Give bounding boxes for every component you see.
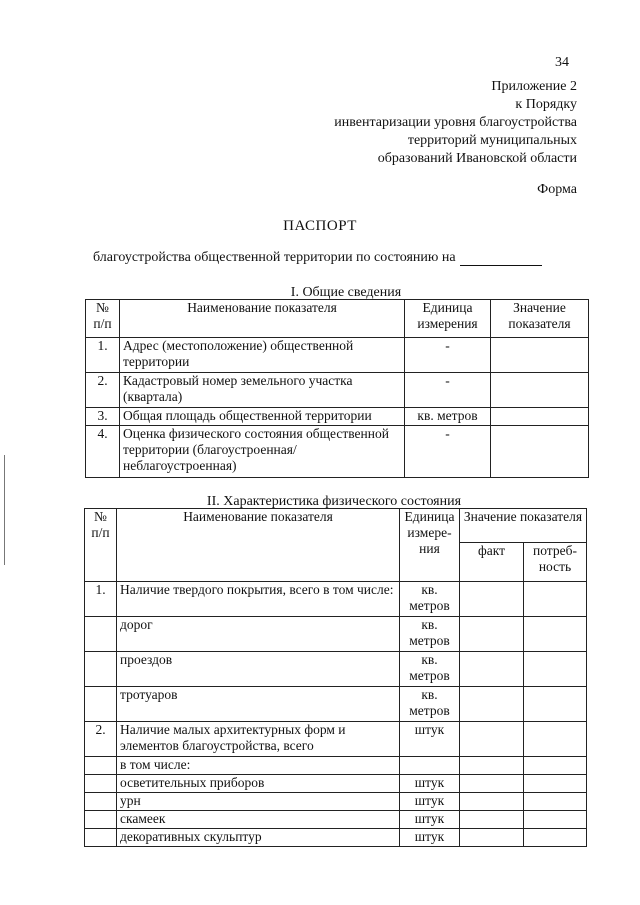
scan-artifact-line xyxy=(4,455,5,565)
row-value-cell xyxy=(491,338,589,373)
appendix-line: Приложение 2 xyxy=(491,79,577,94)
header-name: Наименование показателя xyxy=(120,300,405,338)
section2-title: II. Характеристика физического состояния xyxy=(206,494,462,509)
header-fact: факт xyxy=(460,543,524,582)
header-value: Значение показателя xyxy=(460,509,587,543)
header-unit: Единица измере-ния xyxy=(400,509,460,582)
row-name: дорог xyxy=(117,617,400,652)
table-row xyxy=(85,582,587,617)
header-name: Наименование показателя xyxy=(117,509,400,582)
row-fact-cell xyxy=(460,582,524,617)
table-row xyxy=(85,722,587,757)
row-need-cell xyxy=(524,617,587,652)
table-row xyxy=(86,338,589,373)
row-unit: кв. метров xyxy=(400,582,460,617)
row-name: Кадастровый номер земельного участка (квартала) xyxy=(120,373,405,408)
row-num xyxy=(85,829,117,847)
header-unit: Единица измерения xyxy=(405,300,491,338)
header-num: № п/п xyxy=(85,509,117,582)
section1-title: I. Общие сведения xyxy=(290,285,402,300)
row-name: осветительных приборов xyxy=(117,775,400,793)
row-unit: кв. метров xyxy=(400,652,460,687)
row-fact-cell xyxy=(460,722,524,757)
row-need-cell xyxy=(524,793,587,811)
row-name: в том числе: xyxy=(117,757,400,775)
row-unit xyxy=(400,757,460,775)
row-num xyxy=(85,775,117,793)
row-num xyxy=(85,793,117,811)
row-need-cell xyxy=(524,582,587,617)
table-row xyxy=(85,617,587,652)
row-need-cell xyxy=(524,687,587,722)
row-value-cell xyxy=(491,408,589,426)
row-fact-cell xyxy=(460,652,524,687)
table-row xyxy=(85,757,587,775)
row-need-cell xyxy=(524,652,587,687)
table-row xyxy=(86,426,589,478)
date-blank-line xyxy=(460,251,542,266)
row-num xyxy=(85,687,117,722)
row-fact-cell xyxy=(460,811,524,829)
row-name: Общая площадь общественной территории xyxy=(120,408,405,426)
row-unit: - xyxy=(405,338,491,373)
row-value-cell xyxy=(491,373,589,408)
physical-condition-table xyxy=(84,508,587,847)
row-name: Оценка физического состояния общественной территории (благоустроенная/неблагоустроенная) xyxy=(120,426,405,478)
row-fact-cell xyxy=(460,793,524,811)
row-num: 1. xyxy=(85,582,117,617)
row-need-cell xyxy=(524,757,587,775)
row-unit: кв. метров xyxy=(405,408,491,426)
appendix-line: инвентаризации уровня благоустройства xyxy=(334,115,577,130)
row-fact-cell xyxy=(460,829,524,847)
row-num: 1. xyxy=(86,338,120,373)
row-unit: штук xyxy=(400,793,460,811)
row-name: Адрес (местоположение) общественной территории xyxy=(120,338,405,373)
table-header-row xyxy=(86,300,589,338)
row-num xyxy=(85,811,117,829)
table-row xyxy=(86,408,589,426)
row-num xyxy=(85,757,117,775)
table-row xyxy=(86,373,589,408)
row-fact-cell xyxy=(460,687,524,722)
row-value-cell xyxy=(491,426,589,478)
row-need-cell xyxy=(524,811,587,829)
appendix-line: территорий муниципальных xyxy=(407,133,577,148)
row-unit: - xyxy=(405,373,491,408)
table-row xyxy=(85,652,587,687)
row-name: Наличие малых архитектурных форм и элементов благоустройства, всего xyxy=(117,722,400,757)
row-num: 2. xyxy=(85,722,117,757)
table-row xyxy=(85,793,587,811)
row-unit: кв. метров xyxy=(400,687,460,722)
header-value: Значение показателя xyxy=(491,300,589,338)
document-subtitle xyxy=(93,250,542,266)
row-name: декоративных скульптур xyxy=(117,829,400,847)
appendix-header xyxy=(334,78,577,168)
table-row xyxy=(85,829,587,847)
document-title: ПАСПОРТ xyxy=(283,218,357,234)
row-fact-cell xyxy=(460,775,524,793)
header-need: потреб-ность xyxy=(524,543,587,582)
row-num: 3. xyxy=(86,408,120,426)
row-unit: штук xyxy=(400,829,460,847)
row-fact-cell xyxy=(460,617,524,652)
row-num: 2. xyxy=(86,373,120,408)
row-need-cell xyxy=(524,829,587,847)
table-row xyxy=(85,775,587,793)
row-num: 4. xyxy=(86,426,120,478)
general-info-table xyxy=(85,299,589,478)
row-name: Наличие твердого покрытия, всего в том числе: xyxy=(117,582,400,617)
row-unit: кв. метров xyxy=(400,617,460,652)
row-unit: штук xyxy=(400,722,460,757)
row-name: скамеек xyxy=(117,811,400,829)
row-need-cell xyxy=(524,775,587,793)
table-row xyxy=(85,811,587,829)
header-num: № п/п xyxy=(86,300,120,338)
table-header-row xyxy=(85,509,587,543)
form-label: Форма xyxy=(537,182,577,197)
row-fact-cell xyxy=(460,757,524,775)
row-name: урн xyxy=(117,793,400,811)
row-num xyxy=(85,652,117,687)
subtitle-text: благоустройства общественной территории по состоянию на xyxy=(93,250,456,265)
row-unit: штук xyxy=(400,775,460,793)
appendix-line: образований Ивановской области xyxy=(377,151,577,166)
row-unit: - xyxy=(405,426,491,478)
appendix-line: к Порядку xyxy=(515,97,577,112)
row-name: проездов xyxy=(117,652,400,687)
table-row xyxy=(85,687,587,722)
row-unit: штук xyxy=(400,811,460,829)
row-need-cell xyxy=(524,722,587,757)
page-number: 34 xyxy=(555,55,569,70)
row-num xyxy=(85,617,117,652)
row-name: тротуаров xyxy=(117,687,400,722)
